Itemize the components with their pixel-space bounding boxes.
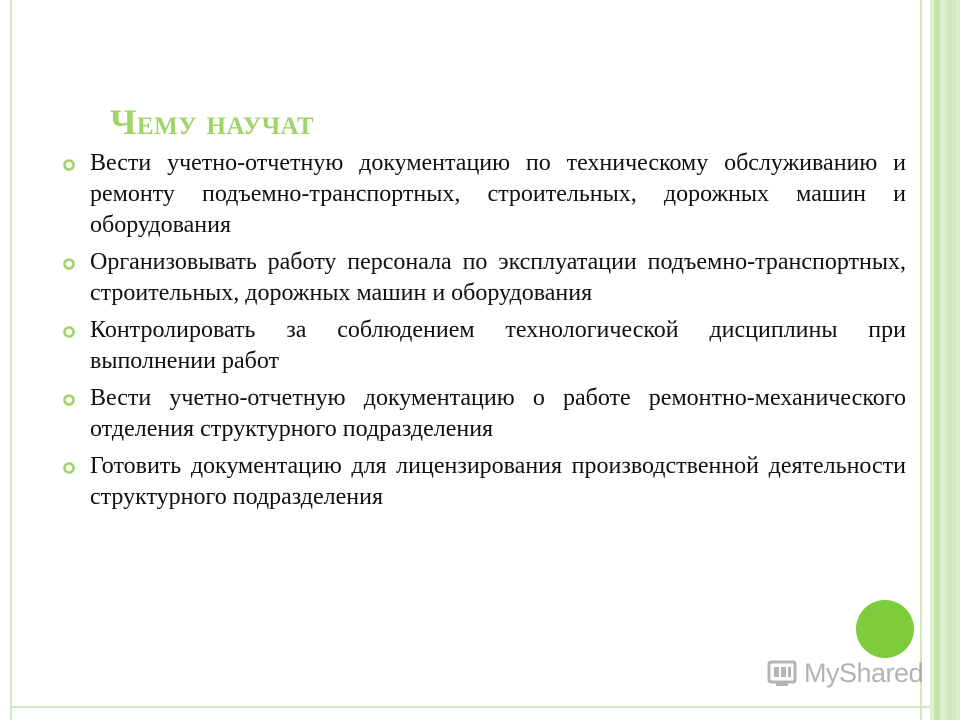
- accent-circle: [856, 600, 914, 658]
- frame-right-stripe: [930, 0, 960, 720]
- slide-title: Чему научат: [110, 102, 315, 142]
- bullet-item: [60, 451, 906, 513]
- watermark-text: MyShared: [804, 657, 924, 688]
- frame-left-line: [10, 0, 12, 720]
- bullet-text: Организовывать работу персонала по эксплуатации подъемно-транспортных, строительных, дорожных машин и оборудования: [90, 249, 906, 306]
- bullet-text: Вести учетно-отчетную документацию о работе ремонтно-механического отделения структурного подразделения: [90, 385, 906, 442]
- bullet-text: Готовить документацию для лицензирования производственной деятельности структурного подразделения: [90, 453, 906, 510]
- bullet-item: [60, 315, 906, 377]
- myshared-logo-icon: [766, 656, 800, 690]
- bullet-ring-icon: [62, 461, 76, 475]
- bullet-text: Контролировать за соблюдением технологической дисциплины при выполнении работ: [90, 317, 906, 374]
- watermark: [766, 656, 923, 690]
- bullet-item: [60, 148, 906, 241]
- bullet-ring-icon: [62, 325, 76, 339]
- frame-right-line: [920, 0, 922, 720]
- bullet-item: [60, 383, 906, 445]
- bullet-ring-icon: [62, 257, 76, 271]
- bullet-item: [60, 247, 906, 309]
- bullet-text: Вести учетно-отчетную документацию по техническому обслуживанию и ремонту подъемно-транспортных, строительных, дорожных машин и оборудования: [90, 150, 906, 238]
- bullet-ring-icon: [62, 393, 76, 407]
- bullet-ring-icon: [62, 158, 76, 172]
- bullet-list: [60, 148, 906, 519]
- frame-bottom-line: [10, 706, 930, 708]
